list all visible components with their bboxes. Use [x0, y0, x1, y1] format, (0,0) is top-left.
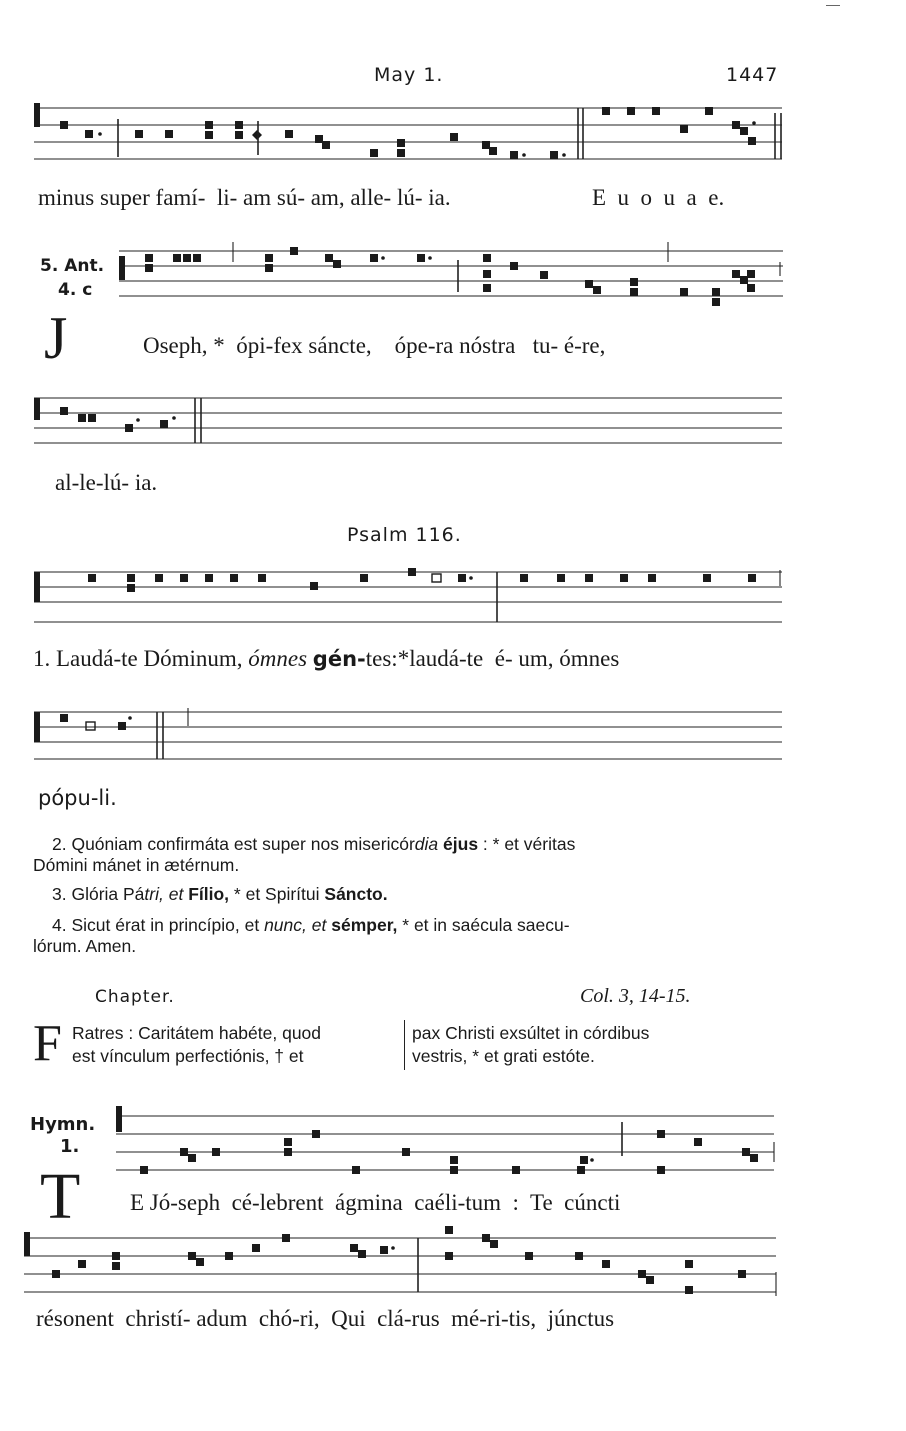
neume-mark: [428, 256, 432, 260]
neume-note: [620, 574, 628, 582]
neume-note: [685, 1286, 693, 1294]
neume-note: [360, 574, 368, 582]
neume-note: [685, 1260, 693, 1268]
neume-note: [648, 574, 656, 582]
neume-mark: [522, 153, 526, 157]
neume-note: [235, 121, 243, 129]
neume-note: [290, 247, 298, 255]
neume-note: [24, 1232, 30, 1256]
neume-mark: [391, 1246, 395, 1250]
chapter-left-line-2: est vínculum perfectiónis, † et: [72, 1046, 304, 1066]
neume-note: [145, 254, 153, 262]
neume-note: [510, 151, 518, 159]
neume-note: [483, 284, 491, 292]
hymn-lyrics-2: résonent christí- adum chó-ri, Qui clá-rus mé-ri-tis, júnctus: [36, 1306, 615, 1331]
neume-note: [165, 130, 173, 138]
psalm-verse-4: [52, 915, 570, 936]
neume-mark: [752, 121, 756, 125]
verse-bold: gén-: [312, 647, 366, 671]
neume-note: [450, 1156, 458, 1164]
neume-note: [180, 1148, 188, 1156]
psalm-verse-2-line-2: Dómini mánet in ætérnum.: [33, 855, 240, 875]
neume-note: [747, 284, 755, 292]
neume-mark: [562, 153, 566, 157]
neume-note: [333, 260, 341, 268]
neume-note: [520, 574, 528, 582]
verse-2-text-b: : * et véritas: [478, 834, 576, 854]
neume-note: [732, 270, 740, 278]
neume-note: [225, 1252, 233, 1260]
verse-2-bold: éjus: [443, 834, 479, 854]
neume-note: [750, 1154, 758, 1162]
neume-note: [748, 574, 756, 582]
neume-note: [630, 288, 638, 296]
neume-note: [127, 584, 135, 592]
neume-note: [88, 414, 96, 422]
neume-note: [483, 254, 491, 262]
antiphon-lyrics: Oseph, * ópi-fex sáncte, ópe-ra nóstra tu- é-re,: [143, 333, 606, 358]
neume-note: [630, 278, 638, 286]
neume-note: [284, 1138, 292, 1146]
neume-note: [370, 149, 378, 157]
neume-note: [252, 1244, 260, 1252]
neume-note: [458, 574, 466, 582]
verse-3-bold: Fílio,: [188, 884, 230, 904]
neume-note: [86, 722, 95, 730]
neume-note: [60, 714, 68, 722]
psalm-verse-1: [33, 646, 619, 672]
neume-note: [657, 1166, 665, 1174]
chapter-initial: F: [33, 1015, 62, 1072]
neume-note: [235, 131, 243, 139]
neume-note: [580, 1156, 588, 1164]
neume-note: [417, 254, 425, 262]
neume-note: [34, 103, 40, 127]
neume-note: [118, 722, 126, 730]
neume-note: [60, 121, 68, 129]
neume-note: [680, 125, 688, 133]
antiphon-mode: 4. c: [58, 280, 93, 300]
neume-note: [78, 414, 86, 422]
neume-note: [34, 398, 40, 420]
verse-italic: ómnes: [248, 646, 308, 671]
hymn-initial: T: [40, 1160, 81, 1233]
staff-psalm-2: [30, 704, 786, 764]
neume-note: [140, 1166, 148, 1174]
neume-note: [310, 582, 318, 590]
chapter-reference: Col. 3, 14-15.: [580, 985, 691, 1007]
neume-note: [397, 139, 405, 147]
psalm-verse-1-end: pópu-li.: [38, 786, 117, 810]
page-title: May 1.: [374, 64, 444, 86]
neume-note: [512, 1166, 520, 1174]
euouae-lyrics: E u o u a e.: [592, 185, 725, 210]
neume-note: [88, 574, 96, 582]
neume-note: [482, 141, 490, 149]
neume-note: [738, 1270, 746, 1278]
neume-note: [350, 1244, 358, 1252]
neume-note: [740, 276, 748, 284]
neume-mark: [590, 1158, 594, 1162]
neume-note: [732, 121, 740, 129]
neume-note: [712, 298, 720, 306]
neume-note: [34, 572, 40, 602]
neume-note: [370, 254, 378, 262]
neume-note: [593, 286, 601, 294]
neume-note: [125, 424, 133, 432]
neume-note: [52, 1270, 60, 1278]
neume-note: [747, 270, 755, 278]
chapter-right-line-1: pax Christi exsúltet in córdibus: [412, 1023, 650, 1043]
neume-note: [127, 574, 135, 582]
neume-note: [525, 1252, 533, 1260]
neume-note: [196, 1258, 204, 1266]
neume-note: [135, 130, 143, 138]
neume-note: [550, 151, 558, 159]
neume-note: [358, 1250, 366, 1258]
chapter-right-line-2: vestris, * et grati estóte.: [412, 1046, 595, 1066]
hymn-label: Hymn.: [30, 1114, 96, 1135]
neume-mark: [128, 716, 132, 720]
neume-note: [540, 271, 548, 279]
hymn-lyrics-1: E Jó-seph cé-lebrent ágmina caéli-tum : Te cúncti: [130, 1190, 621, 1215]
neume-note: [577, 1166, 585, 1174]
neume-note: [112, 1262, 120, 1270]
verse-3-text: 3. Glória Pá: [52, 884, 145, 904]
verse-text: Laudá-te Dóminum,: [56, 646, 243, 671]
neume-note: [602, 1260, 610, 1268]
neume-note: [325, 254, 333, 262]
neume-note: [703, 574, 711, 582]
hymn-number: 1.: [60, 1136, 80, 1157]
neume-note: [205, 131, 213, 139]
neume-note: [265, 264, 273, 272]
verse-4-italic: nunc,: [264, 915, 307, 935]
neume-note: [445, 1252, 453, 1260]
neume-mark: [381, 256, 385, 260]
verse-number: 1.: [33, 646, 51, 671]
neume-note: [160, 420, 168, 428]
neume-note: [450, 1166, 458, 1174]
neume-note: [627, 107, 635, 115]
neume-note: [180, 574, 188, 582]
neume-note: [657, 1130, 665, 1138]
chapter-divider: [404, 1020, 405, 1070]
neume-note: [205, 574, 213, 582]
neume-note: [352, 1166, 360, 1174]
antiphon-number: 5. Ant.: [40, 256, 105, 276]
neume-note: [450, 133, 458, 141]
neume-note: [575, 1252, 583, 1260]
psalm-verse-3: [52, 884, 388, 905]
neume-note: [557, 574, 565, 582]
verse-3-bold-2: Sáncto.: [324, 884, 388, 904]
neume-note: [432, 574, 441, 582]
psalm-verse-2: [52, 834, 784, 855]
neume-note: [602, 107, 610, 115]
neume-note: [188, 1252, 196, 1260]
neume-note: [119, 256, 125, 280]
antiphon-initial: J: [44, 305, 68, 371]
verse-4-text: 4. Sicut érat in princípio, et: [52, 915, 260, 935]
neume-note: [483, 270, 491, 278]
neume-note: [748, 137, 756, 145]
neume-note: [397, 149, 405, 157]
psalm-title: Psalm 116.: [347, 524, 462, 546]
staff-hymn-1: [112, 1104, 778, 1184]
verse-3-italic-2: et: [168, 884, 184, 904]
verse-2-text: 2. Quóniam confirmáta est super nos misericór: [52, 834, 415, 854]
verse-3-italic: tri,: [144, 884, 164, 904]
neume-note: [34, 712, 40, 742]
neume-note: [490, 1240, 498, 1248]
neume-note: [265, 254, 273, 262]
neume-note: [445, 1226, 453, 1234]
neume-mark: [98, 132, 102, 136]
neume-note: [585, 574, 593, 582]
neume-mark: [252, 130, 262, 140]
neume-note: [230, 574, 238, 582]
neume-note: [740, 127, 748, 135]
neume-note: [680, 288, 688, 296]
neume-mark: [136, 418, 140, 422]
staff-system-1: [30, 95, 786, 170]
verse-4-italic-2: et: [311, 915, 327, 935]
page-edge-mark: [826, 5, 840, 6]
neume-note: [205, 121, 213, 129]
neume-note: [193, 254, 201, 262]
chapter-label: Chapter.: [95, 987, 175, 1007]
staff-antiphon-2: [30, 390, 786, 450]
page-number: 1447: [726, 64, 779, 86]
neume-note: [173, 254, 181, 262]
chapter-left-line-1: Ratres : Caritátem habéte, quod: [72, 1023, 322, 1043]
neume-note: [694, 1138, 702, 1146]
psalm-verse-4-line-2: lórum. Amen.: [33, 936, 137, 956]
neume-note: [85, 130, 93, 138]
neume-note: [78, 1260, 86, 1268]
neume-note: [705, 107, 713, 115]
verse-2-italic: dia: [414, 834, 439, 854]
antiphon-lyrics-2: al-le-lú- ia.: [55, 470, 158, 495]
verse-4-text-b: * et in saécula saecu-: [397, 915, 570, 935]
neume-note: [315, 135, 323, 143]
neume-note: [489, 147, 497, 155]
neume-mark: [469, 576, 473, 580]
verse-text-2: tes:*laudá-te é- um, ómnes: [365, 646, 620, 671]
neume-note: [312, 1130, 320, 1138]
staff-hymn-2: [20, 1226, 780, 1306]
neume-note: [652, 107, 660, 115]
neume-note: [145, 264, 153, 272]
neume-note: [116, 1106, 122, 1132]
neume-note: [155, 574, 163, 582]
neume-note: [322, 141, 330, 149]
neume-note: [380, 1246, 388, 1254]
neume-note: [60, 407, 68, 415]
neume-note: [585, 280, 593, 288]
neume-note: [638, 1270, 646, 1278]
neume-note: [212, 1148, 220, 1156]
neume-note: [712, 288, 720, 296]
neume-note: [742, 1148, 750, 1156]
neume-note: [284, 1148, 292, 1156]
staff-antiphon: [115, 240, 787, 315]
neume-mark: [172, 416, 176, 420]
neume-note: [482, 1234, 490, 1242]
neume-note: [402, 1148, 410, 1156]
neume-note: [408, 568, 416, 576]
system-1-lyrics: minus super famí- li- am sú- am, alle- lú- ia.: [38, 185, 451, 210]
staff-psalm: [30, 560, 786, 630]
neume-note: [282, 1234, 290, 1242]
neume-note: [285, 130, 293, 138]
neume-note: [646, 1276, 654, 1284]
neume-note: [188, 1154, 196, 1162]
verse-3-text-b: * et Spirítui: [229, 884, 320, 904]
neume-note: [258, 574, 266, 582]
neume-note: [112, 1252, 120, 1260]
neume-note: [510, 262, 518, 270]
verse-4-bold: sémper,: [331, 915, 398, 935]
neume-note: [183, 254, 191, 262]
